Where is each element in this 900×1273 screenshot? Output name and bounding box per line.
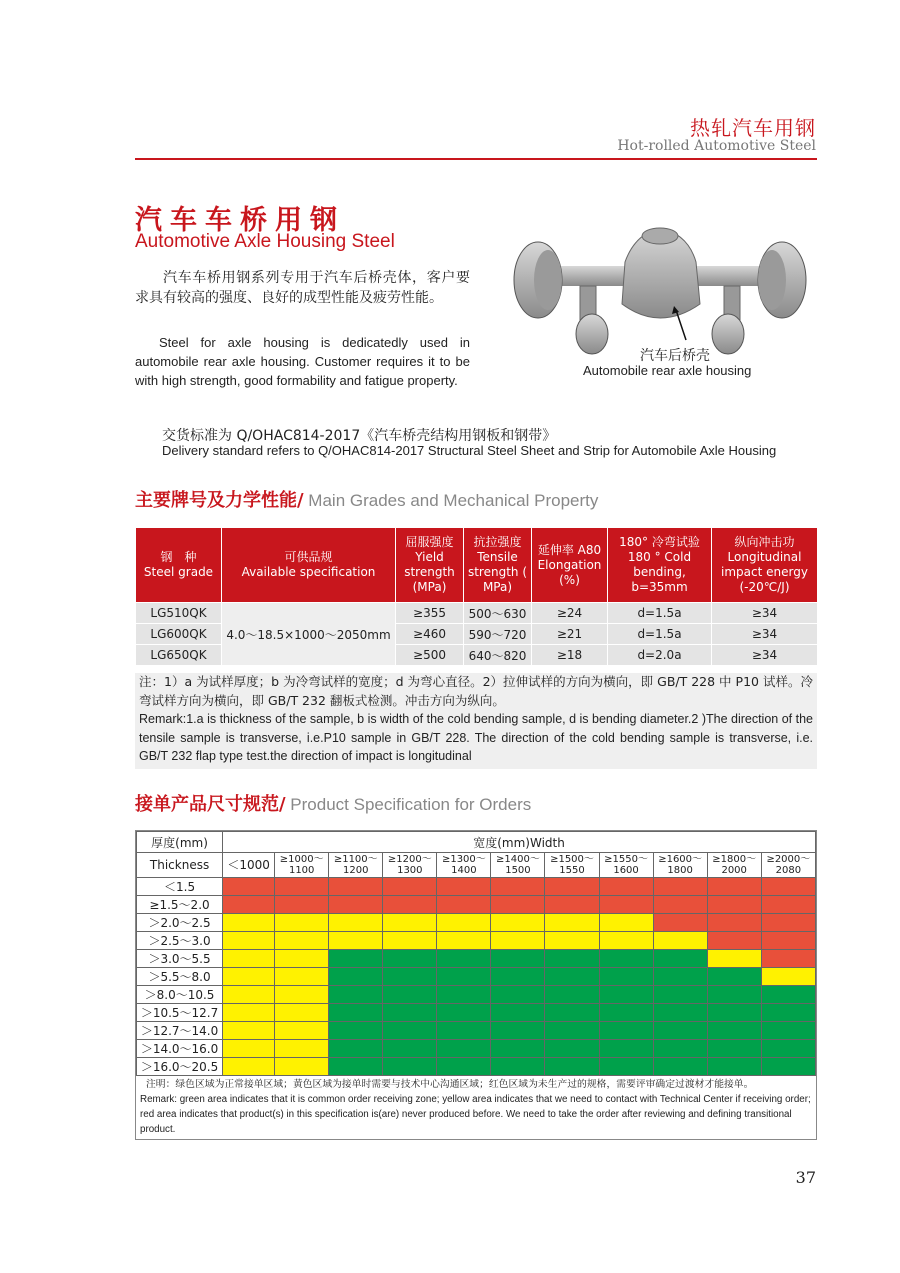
table-row (137, 878, 816, 896)
zone-cell (491, 914, 545, 932)
zone-cell (599, 968, 653, 986)
zone-cell (761, 1022, 815, 1040)
spec-remark-en: Remark: green area indicates that it is common order receiving zone; yellow area indicates that we need to contact with Technical Center if receiving order; red area indicates that product(s) in this specification is(are) never produced before. We need to take the order after reviewing and defining transitional product. (140, 1094, 811, 1135)
zone-cell (707, 968, 761, 986)
zone-cell (383, 986, 437, 1004)
zone-cell (437, 1022, 491, 1040)
zone-cell (329, 968, 383, 986)
width-column-header: ≥1550～ 1600 (599, 853, 653, 878)
zone-cell (491, 986, 545, 1004)
zone-cell (437, 914, 491, 932)
zone-cell (491, 878, 545, 896)
zone-cell (223, 1004, 275, 1022)
yield-cell: ≥460 (396, 624, 464, 645)
zone-cell (275, 896, 329, 914)
zone-cell (275, 1022, 329, 1040)
zone-cell (545, 878, 599, 896)
section-heading-grades-en: Main Grades and Mechanical Property (303, 491, 599, 510)
col-header-impact: 纵向冲击功 Longitudinal impact energy (-20℃/J) (712, 528, 818, 603)
zone-cell (275, 1040, 329, 1058)
thickness-cell: ＞10.5～12.7 (137, 1004, 223, 1022)
zone-cell (223, 914, 275, 932)
zone-cell (275, 878, 329, 896)
zone-cell (383, 914, 437, 932)
thickness-cell: ＞8.0～10.5 (137, 986, 223, 1004)
zone-cell (383, 878, 437, 896)
zone-cell (275, 968, 329, 986)
zone-cell (383, 950, 437, 968)
table-row (137, 968, 816, 986)
elongation-cell: ≥24 (532, 603, 608, 624)
impact-cell: ≥34 (712, 624, 818, 645)
zone-cell (275, 986, 329, 1004)
zone-cell (383, 968, 437, 986)
width-header: 宽度(mm)Width (223, 832, 816, 853)
zone-cell (491, 1004, 545, 1022)
intro-text-en: Steel for axle housing is dedicatedly used in automobile rear axle housing. Customer requires it to be with high strength, good formability and fatigue property. (135, 335, 470, 388)
zone-cell (223, 896, 275, 914)
zone-cell (761, 914, 815, 932)
section-heading-grades (135, 486, 598, 512)
grades-table (135, 527, 818, 666)
zone-cell (437, 950, 491, 968)
section-heading-grades-cn: 主要牌号及力学性能/ (135, 490, 304, 511)
zone-cell (545, 1004, 599, 1022)
zone-cell (223, 1058, 275, 1076)
table-row (137, 1058, 816, 1076)
elongation-cell: ≥21 (532, 624, 608, 645)
zone-cell (437, 878, 491, 896)
grades-remark (135, 673, 817, 769)
zone-cell (599, 1004, 653, 1022)
spec-cell: 4.0～18.5×1000～2050mm (222, 603, 396, 666)
col-header-grade: 钢 种 Steel grade (136, 528, 222, 603)
header-title-en: Hot-rolled Automotive Steel (617, 138, 816, 154)
zone-cell (761, 986, 815, 1004)
delivery-standard-cn: 交货标准为 Q/OHAC814-2017《汽车桥壳结构用钢板和钢带》 (162, 428, 557, 444)
impact-cell: ≥34 (712, 645, 818, 666)
table-row (137, 1040, 816, 1058)
thickness-cell: ＞2.5～3.0 (137, 932, 223, 950)
zone-cell (223, 932, 275, 950)
grade-cell: LG600QK (136, 624, 222, 645)
zone-cell (653, 914, 707, 932)
yield-cell: ≥500 (396, 645, 464, 666)
zone-cell (761, 878, 815, 896)
elongation-cell: ≥18 (532, 645, 608, 666)
figure-caption-en: Automobile rear axle housing (583, 363, 752, 378)
zone-cell (437, 986, 491, 1004)
bending-cell: d=1.5a (608, 603, 712, 624)
zone-cell (223, 986, 275, 1004)
page-title-en: Automotive Axle Housing Steel (135, 231, 395, 252)
spec-remark-cn: 注明：绿色区域为正常接单区域；黄色区域为接单时需要与技术中心沟通区域；红色区域为未生产过的规格，需要评审确定过渡材才能接单。 (146, 1079, 754, 1090)
zone-cell (653, 1022, 707, 1040)
zone-cell (599, 914, 653, 932)
zone-cell (223, 968, 275, 986)
zone-cell (329, 932, 383, 950)
zone-cell (329, 914, 383, 932)
zone-cell (653, 1040, 707, 1058)
col-header-elongation: 延伸率 A80 Elongation (%) (532, 528, 608, 603)
zone-cell (329, 1004, 383, 1022)
zone-cell (707, 896, 761, 914)
page-number: 37 (795, 1168, 816, 1187)
zone-cell (545, 1022, 599, 1040)
table-row (137, 914, 816, 932)
zone-cell (329, 1058, 383, 1076)
zone-cell (329, 878, 383, 896)
tensile-cell: 500～630 (464, 603, 532, 624)
zone-cell (545, 986, 599, 1004)
tensile-cell: 590～720 (464, 624, 532, 645)
zone-cell (223, 878, 275, 896)
zone-cell (545, 950, 599, 968)
zone-cell (223, 1040, 275, 1058)
zone-cell (761, 950, 815, 968)
zone-cell (761, 1058, 815, 1076)
zone-cell (275, 950, 329, 968)
zone-cell (329, 1022, 383, 1040)
thickness-cell: ≥1.5～2.0 (137, 896, 223, 914)
thickness-header-cn: 厚度(mm) (137, 832, 223, 853)
zone-cell (223, 1022, 275, 1040)
thickness-header-en: Thickness (137, 853, 223, 878)
zone-cell (383, 1004, 437, 1022)
grades-remark-en: Remark:1.a is thickness of the sample, b is width of the cold bending sample, d is bending diameter.2 )The direction of the tensile sample is transverse, i.e.P10 sample in GB/T 228. The direction of the cold bending sample is transverse, i.e. GB/T 232 flap type test.the direction of impact is longitudinal (139, 712, 813, 763)
figure-caption-cn: 汽车后桥壳 (640, 348, 710, 364)
width-column-header: ≥1100～ 1200 (329, 853, 383, 878)
zone-cell (491, 1058, 545, 1076)
zone-cell (707, 1058, 761, 1076)
width-column-header: ≥1600～ 1800 (653, 853, 707, 878)
zone-cell (761, 932, 815, 950)
zone-cell (707, 914, 761, 932)
thickness-cell: ＞12.7～14.0 (137, 1022, 223, 1040)
thickness-cell: ＞2.0～2.5 (137, 914, 223, 932)
zone-cell (383, 1058, 437, 1076)
zone-cell (491, 1040, 545, 1058)
zone-cell (653, 1004, 707, 1022)
zone-cell (437, 896, 491, 914)
header-divider (135, 158, 817, 160)
table-row (137, 1004, 816, 1022)
zone-cell (383, 932, 437, 950)
zone-cell (545, 1058, 599, 1076)
width-column-header: ≥1300～ 1400 (437, 853, 491, 878)
thickness-cell: ＞5.5～8.0 (137, 968, 223, 986)
zone-cell (761, 1004, 815, 1022)
section-heading-spec (135, 790, 531, 816)
zone-cell (437, 968, 491, 986)
width-column-header: ≥1000～ 1100 (275, 853, 329, 878)
grades-header-row (136, 528, 818, 603)
zone-cell (383, 1022, 437, 1040)
grade-cell: LG510QK (136, 603, 222, 624)
thickness-cell: ＞16.0～20.5 (137, 1058, 223, 1076)
zone-cell (383, 1040, 437, 1058)
spec-table-box (135, 830, 817, 1140)
bending-cell: d=1.5a (608, 624, 712, 645)
zone-cell (383, 896, 437, 914)
zone-cell (761, 1040, 815, 1058)
width-column-header: ≥1200～ 1300 (383, 853, 437, 878)
yield-cell: ≥355 (396, 603, 464, 624)
zone-cell (653, 968, 707, 986)
spec-table (136, 831, 816, 1076)
zone-cell (491, 968, 545, 986)
zone-cell (653, 986, 707, 1004)
zone-cell (437, 1058, 491, 1076)
col-header-bending: 180° 冷弯试验 180 ° Cold bending, b=35mm (608, 528, 712, 603)
zone-cell (707, 986, 761, 1004)
zone-cell (599, 950, 653, 968)
zone-cell (437, 1004, 491, 1022)
zone-cell (275, 914, 329, 932)
zone-cell (653, 932, 707, 950)
zone-cell (653, 878, 707, 896)
tensile-cell: 640～820 (464, 645, 532, 666)
zone-cell (491, 1022, 545, 1040)
zone-cell (545, 968, 599, 986)
zone-cell (761, 968, 815, 986)
zone-cell (707, 1004, 761, 1022)
table-row (137, 1022, 816, 1040)
width-column-header: ≥1400～ 1500 (491, 853, 545, 878)
col-header-spec: 可供品规 Available specification (222, 528, 396, 603)
zone-cell (599, 896, 653, 914)
zone-cell (545, 932, 599, 950)
zone-cell (491, 896, 545, 914)
thickness-cell: ＜1.5 (137, 878, 223, 896)
grade-cell: LG650QK (136, 645, 222, 666)
header-title-cn: 热轧汽车用钢 (690, 116, 816, 140)
bending-cell: d=2.0a (608, 645, 712, 666)
zone-cell (653, 896, 707, 914)
section-heading-spec-en: Product Specification for Orders (285, 795, 532, 814)
width-column-header: ≥1800～ 2000 (707, 853, 761, 878)
table-row (137, 932, 816, 950)
table-row (137, 986, 816, 1004)
zone-cell (491, 932, 545, 950)
intro-text-cn: 汽车车桥用钢系列专用于汽车后桥壳体，客户要求具有较高的强度、良好的成型性能及疲劳性能。 (135, 270, 470, 306)
zone-cell (329, 896, 383, 914)
zone-cell (545, 896, 599, 914)
zone-cell (707, 1022, 761, 1040)
zone-cell (599, 986, 653, 1004)
zone-cell (707, 932, 761, 950)
zone-cell (707, 1040, 761, 1058)
zone-cell (545, 914, 599, 932)
zone-cell (653, 950, 707, 968)
zone-cell (599, 1058, 653, 1076)
zone-cell (707, 878, 761, 896)
page-title-cn: 汽车车桥用钢 (135, 205, 345, 236)
zone-cell (275, 932, 329, 950)
thickness-cell: ＞3.0～5.5 (137, 950, 223, 968)
zone-cell (223, 950, 275, 968)
zone-cell (275, 1058, 329, 1076)
zone-cell (599, 1040, 653, 1058)
zone-cell (761, 896, 815, 914)
zone-cell (599, 1022, 653, 1040)
grades-remark-cn: 注：1）a 为试样厚度；b 为冷弯试样的宽度；d 为弯心直径。2）拉伸试样的方向为横向，即 GB/T 228 中 P10 试样。冷弯试样方向为横向，即 GB/T 232 翻板式检测。冲击方向为纵向。 (139, 674, 813, 708)
col-header-tensile: 抗拉强度 Tensile strength ( MPa) (464, 528, 532, 603)
zone-cell (707, 950, 761, 968)
zone-cell (275, 1004, 329, 1022)
table-row (137, 950, 816, 968)
zone-cell (329, 986, 383, 1004)
col-header-yield: 屈服强度 Yield strength (MPa) (396, 528, 464, 603)
spec-remark (140, 1077, 812, 1137)
table-row (137, 896, 816, 914)
thickness-cell: ＞14.0～16.0 (137, 1040, 223, 1058)
zone-cell (329, 1040, 383, 1058)
width-column-header: ＜1000 (223, 853, 275, 878)
width-column-header: ≥2000～ 2080 (761, 853, 815, 878)
zone-cell (653, 1058, 707, 1076)
section-heading-spec-cn: 接单产品尺寸规范/ (135, 794, 286, 815)
impact-cell: ≥34 (712, 603, 818, 624)
zone-cell (437, 932, 491, 950)
zone-cell (545, 1040, 599, 1058)
zone-cell (599, 878, 653, 896)
delivery-standard-en: Delivery standard refers to Q/OHAC814-2017 Structural Steel Sheet and Strip for Automobile Axle Housing (162, 443, 777, 458)
width-column-header: ≥1500～ 1550 (545, 853, 599, 878)
table-row (136, 603, 818, 624)
zone-cell (491, 950, 545, 968)
zone-cell (599, 932, 653, 950)
zone-cell (437, 1040, 491, 1058)
zone-cell (329, 950, 383, 968)
